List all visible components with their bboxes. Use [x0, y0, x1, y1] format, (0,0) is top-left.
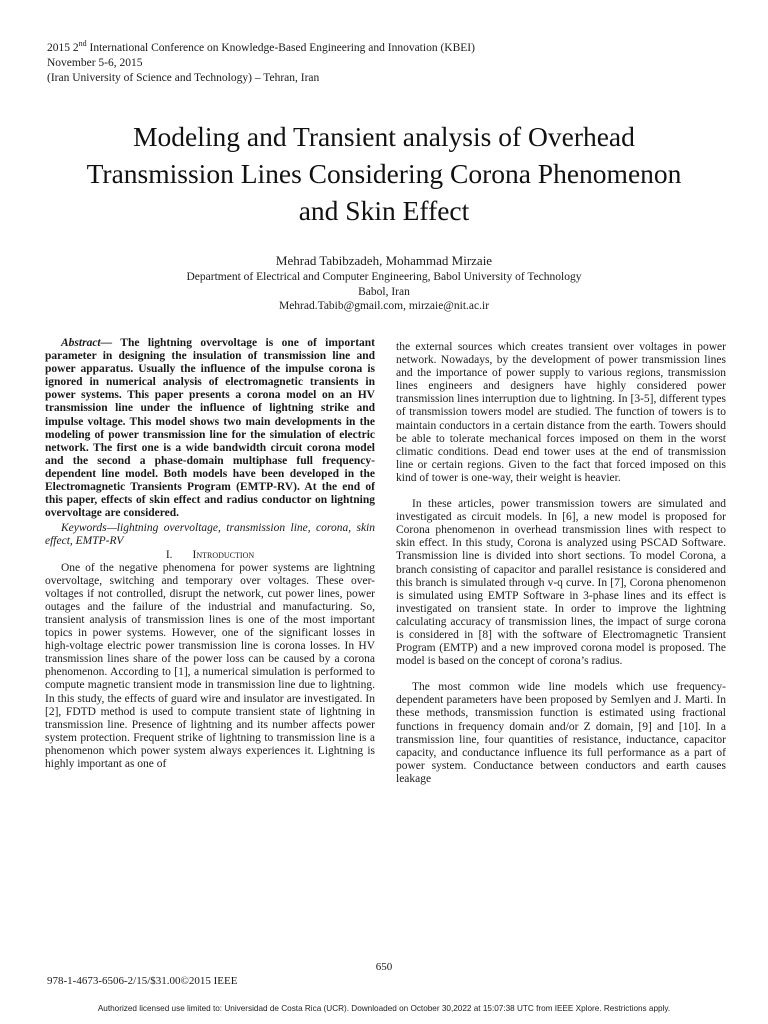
- intro-paragraph: One of the negative phenomena for power systems are lightning overvoltage, switching and temporary over voltages. These over-voltages if not controlled, disrupt the network, cut power lines, power outages and the failure of the industrial and manufacturing. So, transient analysis of transmission lines is one of the most important topics in power systems. However, one of the significant losses in high-voltage electric power transmission line is corona losses. In HV transmission lines share of the power loss can be caused by a corona phenomenon. According to [1], a numerical simulation is performed to compute magnetic transient mode in transmission line due to lightning. In this study, the effects of guard wire and insulator are investigated. In [2], FDTD method is used to compute transient state of lightning in transmission line. Presence of lightning and its number affects power system protection. Frequent strike of lightning to transmission line is a phenomenon which power system always experiences it. Lightning is highly important as one of: [45, 561, 375, 770]
- author-names: Mehrad Tabibzadeh, Mohammad Mirzaie: [275, 253, 493, 268]
- page-number: 650: [375, 961, 393, 973]
- left-column: [45, 337, 375, 771]
- conference-header: [47, 36, 475, 86]
- section-title: Introduction: [192, 548, 255, 561]
- ordinal-superscript: nd: [78, 39, 87, 48]
- conference-name: International Conference on Knowledge-Based Engineering and Innovation (KBEI): [86, 41, 475, 54]
- right-column: [396, 341, 726, 786]
- license-footer: Authorized licensed use limited to: Universidad de Costa Rica (UCR). Downloaded on October 30,2022 at 15:07:38 UTC from IEEE Xplore. Restrictions apply.: [97, 1004, 671, 1013]
- conference-dates: November 5-6, 2015: [47, 56, 143, 69]
- department: Department of Electrical and Computer Engineering, Babol University of Technology: [186, 271, 582, 283]
- section-number: I.: [165, 548, 173, 561]
- title-line-2: Transmission Lines Considering Corona Phenomenon: [86, 158, 682, 189]
- abstract-lead: Abstract—: [61, 337, 113, 349]
- author-emails: Mehrad.Tabib@gmail.com, mirzaie@nit.ac.ir: [278, 300, 490, 312]
- affiliation-block: [0, 270, 768, 314]
- right-paragraph-3: The most common wide line models which use frequency-dependent parameters have been proposed by Semlyen and J. Marti. In these methods, transmission function is estimated using fractional functions in frequency domain and/or Z domain, [9] and [10]. In a transmission line, four quantities of resistance, inductance, capacitor capacity, and conductance influence its full performance as a part of power system. Conductance between conductors and earth causes leakage: [396, 681, 726, 785]
- right-paragraph-2: In these articles, power transmission towers are simulated and investigated as circuit models. In [6], a new model is proposed for Corona phenomenon in overhead transmission lines with respect to skin effect. In this study, Corona is analyzed using PSCAD Software. Transmission line is divided into short sections. To model Corona, a branch consisting of capacitor and parallel resistance is considered and this branch is simulated through v-q curve. In [7], Corona phenomenon is simulated using EMTP Software in 3-phase lines and its effect is investigated on transient state. In order to improve the lightning calculating accuracy of transmission lines, the impact of surge corona is considered in [8] with the software of Electromagnetic Transient Program (EMTP) and a new improved corona model is proposed. The model is based on the concept of corona’s radius.: [396, 498, 726, 668]
- section-heading: [45, 549, 375, 562]
- paper-title: [10, 118, 758, 229]
- paragraph-gap: [396, 668, 726, 681]
- conference-year: 2015 2: [47, 41, 79, 54]
- right-paragraph-1: the external sources which creates transient over voltages in power network. Nowadays, by the development of power transmission lines and the importance of power supply to various regions, transmission lines engineers and designers have highly considered power transmission lines interruption due to lightning. In [3-5], different types of transmission towers model are studied. The function of towers is to maintain conductors in a certain distance from the earth. Towers should be able to tolerate mechanical forces imposed on them in the worst climatic conditions. Dead end tower uses at the end of transmission line or certain regions. Given to the fact that forced imposed on this kind of tower is one-way, their weight is heavier.: [396, 341, 726, 484]
- keywords: Keywords—lightning overvoltage, transmission line, corona, skin effect, EMTP-RV: [45, 522, 375, 548]
- abstract: [45, 337, 375, 520]
- title-line-1: Modeling and Transient analysis of Overhead: [133, 121, 635, 152]
- conference-venue: (Iran University of Science and Technology) – Tehran, Iran: [47, 71, 320, 84]
- paragraph-gap: [396, 485, 726, 498]
- title-line-3: and Skin Effect: [298, 195, 470, 226]
- conference-line: [47, 36, 475, 56]
- abstract-text: The lightning overvoltage is one of important parameter in designing the insulation of transmission line and power apparatus. Usually the influence of the impulse corona is ignored in numerical analysis of electromagnetic transients in power systems. This paper presents a corona model on an HV transmission line under the influence of lightning strike and impulse voltage. This model shows two main developments in the modeling of power transmission line for the simulation of electric network. The first one is a wide bandwidth circuit corona model and the second a phase-domain multiphase full frequency-dependent line model. Both models have been developed in the Electromagnetic Transients Program (EMTP-RV). At the end of this paper, effects of skin effect and radius conductor on lightning overvoltage are considered.: [45, 337, 375, 520]
- city: Babol, Iran: [358, 285, 410, 298]
- isbn-copyright: 978-1-4673-6506-2/15/$31.00©2015 IEEE: [47, 975, 238, 987]
